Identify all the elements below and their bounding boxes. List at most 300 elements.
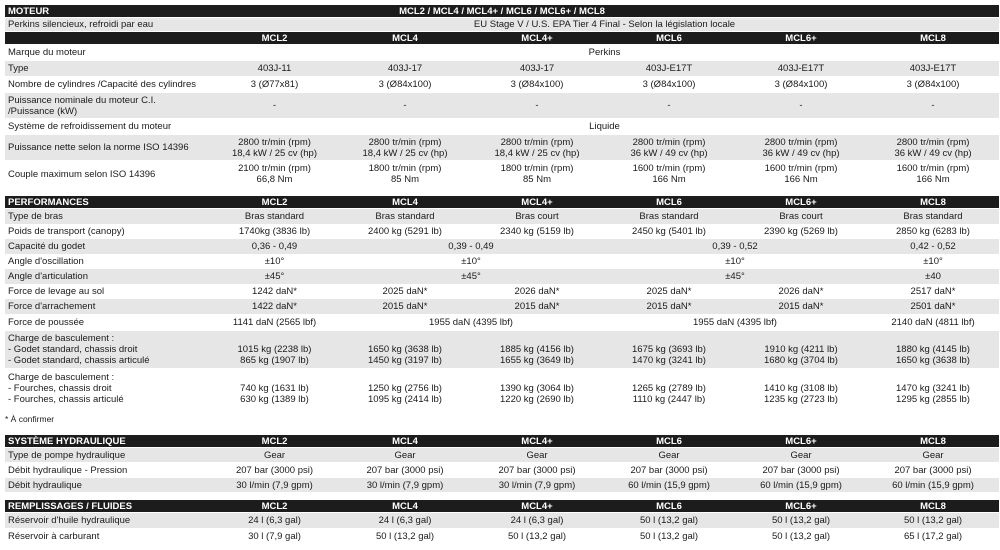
value-cell [735,478,867,492]
value-text: 2340 kg (5159 lb) [500,226,574,237]
model-header-0 [210,32,339,44]
row-label [5,269,210,284]
model-name: MCL6 [656,32,682,44]
emission-standard [210,18,999,31]
value-text: 1650 kg (3638 lb) [368,344,442,355]
row-label-text: Angle d'oscillation [8,256,84,267]
model-header-5 [867,500,999,512]
model-name: MCL6 [656,196,682,208]
value-cell [603,77,735,92]
value-cell [735,463,867,477]
row-label-text: Débit hydraulique - Pression [8,464,128,476]
value-text: 1410 kg (3108 lb) [764,383,838,394]
row-label [5,513,210,528]
value-text: 403J-11 [257,63,292,74]
row-label-text: Nombre de cylindres /Capacité des cylindres [8,79,196,90]
value-text: 30 l/min (7,9 gpm) [366,479,444,491]
value-cell [867,331,999,368]
value-text: 1600 tr/min (rpm) [764,163,838,174]
value-text: 24 l (6,3 gal) [510,515,564,526]
value-text: 50 l (13,2 gal) [375,531,435,542]
model-header-4 [735,32,867,44]
row-charge-godet [5,331,999,368]
value-text: Gear [658,449,680,461]
value-cell [471,61,603,76]
value-text: 50 l (13,2 gal) [639,515,699,526]
value-text: 1655 kg (3649 lb) [500,355,574,366]
value-cell [210,448,339,462]
value-text: Bras standard [639,211,699,222]
value-text: 1800 tr/min (rpm) [368,163,442,174]
row-label [5,77,210,92]
model-header-3 [603,500,735,512]
value-text: 85 Nm [523,174,551,185]
value-text: 3 (Ø84x100) [774,79,828,90]
value-text: 2800 tr/min (rpm) [764,136,838,148]
value-text: Gear [263,449,286,461]
value-cell [339,478,471,492]
value-cell [867,513,999,528]
value-text: 3 (Ø84x100) [642,79,696,90]
row-puissance-nette [5,135,999,160]
model-header-1 [339,500,471,512]
moteur-header [5,5,999,17]
value-text: ±40 [925,271,941,282]
section-title-text: PERFORMANCES [8,196,89,208]
row-label-text: Réservoir d'huile hydraulique [8,515,131,526]
value-text: 30 l (7,9 gal) [248,531,301,542]
value-text: 2800 tr/min (rpm) [368,136,442,148]
value-text: 1740kg (3836 lb) [238,226,311,237]
value-cell [735,331,867,368]
value-cell-span [339,239,603,254]
value-text: 3 (Ø84x100) [378,79,432,90]
value-cell [735,299,867,314]
value-cell-span [603,254,867,269]
value-cell [603,224,735,239]
value-text: 50 l (13,2 gal) [507,531,567,542]
model-name: MCL6 [656,500,682,512]
value-text: 2025 daN* [646,286,692,297]
model-header-5 [867,32,999,44]
value-cell-span [210,269,339,284]
value-cell [339,513,471,528]
row-levage [5,284,999,299]
row-label-text: Couple maximum selon ISO 14396 [8,168,156,180]
model-header-2 [471,500,603,512]
value-text: ±45° [461,271,481,282]
row-label-text: Angle d'articulation [8,271,88,282]
model-name: MCL4 [392,435,418,447]
model-name: MCL2 [261,500,288,512]
value-text: 2100 tr/min (rpm) [238,163,311,174]
value-cell [339,463,471,477]
moteur-intro [5,18,999,31]
emission-text: EU Stage V / U.S. EPA Tier 4 Final - Selon la législation locale [473,19,736,30]
row-label-text: Force de poussée [8,316,85,328]
row-label-text: Type [8,63,29,74]
value-text: Bras court [515,211,559,222]
value-text: 18,4 kW / 25 cv (hp) [494,147,580,159]
value-cell [867,161,999,187]
row-label-text: Force d'arrachement [8,301,96,312]
value-text: 18,4 kW / 25 cv (hp) [362,147,448,159]
value-cell [471,331,603,368]
row-godet [5,239,999,254]
model-name: MCL6+ [785,500,817,512]
row-puissance-nominale [5,93,999,118]
value-cell [339,331,471,368]
row-label-text: Poids de transport (canopy) [8,226,125,237]
value-cell [471,284,603,299]
value-cell [603,61,735,76]
value-cell [867,299,999,314]
value-cell [210,513,339,528]
value-cell [735,93,867,118]
section-title [5,435,210,447]
row-label-text: - Fourches, chassis droit [8,383,112,394]
model-header-1 [339,196,471,208]
value-text: 1650 kg (3638 lb) [896,355,970,366]
value-text: 2501 daN* [910,301,956,312]
value-text: 1675 kg (3693 lb) [632,344,706,355]
row-label [5,18,210,31]
model-header-2 [471,32,603,44]
value-text: 2026 daN* [778,286,824,297]
value-text: 403J-17 [387,63,423,74]
value-text: 2025 daN* [382,286,428,297]
value-text: - [931,100,935,111]
value-cell [210,299,339,314]
value-text: 60 l/min (15,9 gpm) [892,479,974,491]
row-label-text: - Fourches, chassis articulé [8,394,124,405]
row-label [5,45,210,60]
value-text: 207 bar (3000 psi) [498,464,576,476]
model-header-3 [603,196,735,208]
model-name: MCL4 [392,500,418,512]
row-label [5,119,210,134]
row-type [5,61,999,76]
row-carburant [5,529,999,544]
value-text: Gear [790,449,812,461]
value-text: - [799,100,803,111]
row-label-text: - Godet standard, chassis articulé [8,355,150,366]
value-text: 1110 kg (2447 lb) [632,394,706,405]
row-label-text: Type de bras [8,211,63,222]
value-text: 1242 daN* [252,286,297,297]
model-name: MCL2 [261,435,288,447]
model-header-5 [867,435,999,447]
row-label [5,284,210,299]
value-cell [867,224,999,239]
value-text: Bras court [779,211,823,222]
row-label-text: Débit hydraulique [8,479,82,491]
value-cell [603,299,735,314]
value-text: - [272,100,277,111]
value-text: 1880 kg (4145 lb) [896,344,970,355]
value-text: Gear [526,449,548,461]
value-text: ±45° [264,271,285,282]
value-cell [735,61,867,76]
value-text: 1220 kg (2690 lb) [500,394,574,405]
row-marque [5,45,999,60]
value-text: 2140 daN (4811 lbf) [891,316,975,328]
value-cell-span [603,239,867,254]
value-text: 3 (Ø77x81) [250,79,299,90]
value-cell-span [603,269,867,284]
value-cell-span [339,314,603,330]
value-cell-span [867,314,999,330]
row-oscillation [5,254,999,269]
value-cell [867,93,999,118]
value-text: ±10° [461,256,481,267]
model-header-3 [603,435,735,447]
row-label-text: Charge de basculement : [8,333,115,344]
value-text: 65 l (17,2 gal) [903,531,963,542]
value-text: 2400 kg (5291 lb) [368,226,442,237]
row-label-text: Marque du moteur [8,47,86,58]
value-cell [210,93,339,118]
value-cell [867,135,999,160]
value-text: Bras standard [903,211,963,222]
value-text: 2850 kg (6283 lb) [896,226,970,237]
value-text: 1141 daN (2565 lbf) [232,316,317,328]
row-label [5,161,210,187]
row-poussee [5,314,999,330]
row-label [5,331,210,368]
model-header-0 [210,500,339,512]
model-header-4 [735,196,867,208]
value-text: 60 l/min (15,9 gpm) [628,479,710,491]
value-text: 2800 tr/min (rpm) [500,136,574,148]
model-header-3 [603,32,735,44]
value-cell [471,135,603,160]
value-text: 36 kW / 49 cv (hp) [894,147,972,159]
row-label [5,299,210,314]
row-pression [5,463,999,477]
value-text: 3 (Ø84x100) [510,79,564,90]
value-cell [210,284,339,299]
value-text: Gear [922,449,944,461]
value-cell [471,513,603,528]
value-text: 2026 daN* [514,286,560,297]
value-text: 85 Nm [391,174,419,185]
row-label [5,209,210,224]
section-title-text: REMPLISSAGES / FLUIDES [8,500,133,512]
value-text: 1955 daN (4395 lbf) [429,316,513,328]
value-text: Bras standard [375,211,435,222]
value-text: 0,39 - 0,52 [712,241,758,252]
section-title [5,500,210,512]
value-text: 30 l/min (7,9 gpm) [498,479,576,491]
value-cell [471,224,603,239]
value-cell-span [867,269,999,284]
row-label [5,478,210,492]
value-cell [210,135,339,160]
row-label-text: Force de levage au sol [8,286,105,297]
value-text: 66,8 Nm [256,174,293,185]
value-text: 2015 daN* [778,301,824,312]
value-cell [210,369,339,408]
value-text: 166 Nm [916,174,950,185]
value-cell [339,61,471,76]
models-joined-text: MCL2 / MCL4 / MCL4+ / MCL6 / MCL6+ / MCL8 [399,5,605,17]
value-text: 1800 tr/min (rpm) [500,163,574,174]
value-text: 24 l (6,3 gal) [248,515,301,526]
value-cell [471,93,603,118]
value-cell [603,93,735,118]
value-text: 207 bar (3000 psi) [894,464,972,476]
model-name: MCL6+ [785,196,817,208]
value-text: 50 l (13,2 gal) [903,515,963,526]
value-cell [603,161,735,187]
value-text: 3 (Ø84x100) [906,79,960,90]
model-name: MCL8 [920,32,946,44]
row-label-text: Perkins silencieux, refroidi par eau [8,19,154,30]
row-huile [5,513,999,528]
value-cell [603,478,735,492]
value-text: 1885 kg (4156 lb) [500,344,574,355]
model-name: MCL4+ [521,32,553,44]
section-title-text: SYSTÈME HYDRAULIQUE [8,435,126,447]
value-text: 30 l/min (7,9 gpm) [236,479,313,491]
value-text: 207 bar (3000 psi) [235,464,314,476]
row-label [5,239,210,254]
value-text: - [667,100,671,111]
row-poids [5,224,999,239]
row-label [5,93,210,118]
value-cell [339,448,471,462]
row-label [5,314,210,330]
value-text: 865 kg (1907 lb) [240,355,309,366]
value-text: 24 l (6,3 gal) [378,515,432,526]
value-cell [867,478,999,492]
fluides-header [5,500,999,512]
value-text: 2390 kg (5269 lb) [764,226,838,237]
value-cell [339,209,471,224]
value-text: ±10° [725,256,745,267]
model-header-2 [471,435,603,447]
value-text: 2800 tr/min (rpm) [632,136,706,148]
value-cell [867,463,999,477]
row-label-text: Puissance nette selon la norme ISO 14396 [8,142,189,153]
value-cell [603,529,735,544]
value-cell [867,529,999,544]
model-header-1 [339,435,471,447]
section-title-text: MOTEUR [8,5,50,17]
value-text: 1422 daN* [252,301,297,312]
value-cell [210,463,339,477]
value-text: 207 bar (3000 psi) [762,464,840,476]
value-cell [339,224,471,239]
value-text: 2800 tr/min (rpm) [896,136,970,148]
model-name: MCL4+ [521,196,553,208]
value-text: 740 kg (1631 lb) [240,383,309,394]
value-text: 630 kg (1389 lb) [240,394,309,405]
value-cell [603,209,735,224]
row-pompe [5,448,999,462]
value-cell [603,331,735,368]
value-cell [735,529,867,544]
row-cylindres [5,77,999,92]
value-cell [339,93,471,118]
value-cell [210,209,339,224]
value-cell [735,369,867,408]
value-text: 2015 daN* [514,301,560,312]
value-text: Bras standard [244,211,305,222]
model-header-1 [339,32,471,44]
value-text: 403J-E17T [645,63,693,74]
value-cell [210,331,339,368]
value-cell [210,77,339,92]
model-header-0 [210,196,339,208]
value-cell [339,369,471,408]
row-label [5,529,210,544]
value-text: 403J-E17T [777,63,825,74]
row-arrachement [5,299,999,314]
row-label-text: - Godet standard, chassis droit [8,344,138,355]
value-cell [471,529,603,544]
value-text: 2517 daN* [910,286,956,297]
value-text: 207 bar (3000 psi) [366,464,444,476]
row-label-text: Charge de basculement : [8,372,115,383]
value-cell [867,209,999,224]
value-text: Gear [394,449,416,461]
value-text: Liquide [589,121,620,132]
value-text: 1470 kg (3241 lb) [896,383,970,394]
value-cell [471,478,603,492]
value-text: 1680 kg (3704 lb) [764,355,838,366]
value-cell [603,448,735,462]
value-text: 1250 kg (2756 lb) [368,383,442,394]
row-label [5,463,210,477]
value-cell-span [210,254,339,269]
value-text: 2015 daN* [646,301,692,312]
value-cell [210,224,339,239]
model-name: MCL8 [920,435,946,447]
value-cell-full [210,119,999,134]
value-cell [339,135,471,160]
value-text: 1910 kg (4211 lb) [764,344,838,355]
row-debit [5,478,999,492]
value-cell [735,209,867,224]
value-text: 1265 kg (2789 lb) [632,383,706,394]
value-cell [867,77,999,92]
value-text: 2800 tr/min (rpm) [238,136,311,148]
row-articulation [5,269,999,284]
value-cell [471,448,603,462]
row-label [5,61,210,76]
value-text: 1095 kg (2414 lb) [368,394,442,405]
value-text: 1470 kg (3241 lb) [632,355,706,366]
perf-header [5,196,999,208]
value-text: 1450 kg (3197 lb) [368,355,442,366]
value-cell [867,61,999,76]
row-bras [5,209,999,224]
value-cell-span [210,239,339,254]
value-cell-span [867,239,999,254]
row-couple [5,161,999,187]
model-name: MCL8 [920,500,946,512]
value-cell [210,161,339,187]
value-text: 403J-E17T [909,63,957,74]
model-header-0 [210,435,339,447]
value-text: 2450 kg (5401 lb) [632,226,706,237]
row-label-text: Puissance nominale du moteur C.I. [8,94,156,106]
value-cell [210,529,339,544]
value-cell [735,77,867,92]
value-cell [339,161,471,187]
